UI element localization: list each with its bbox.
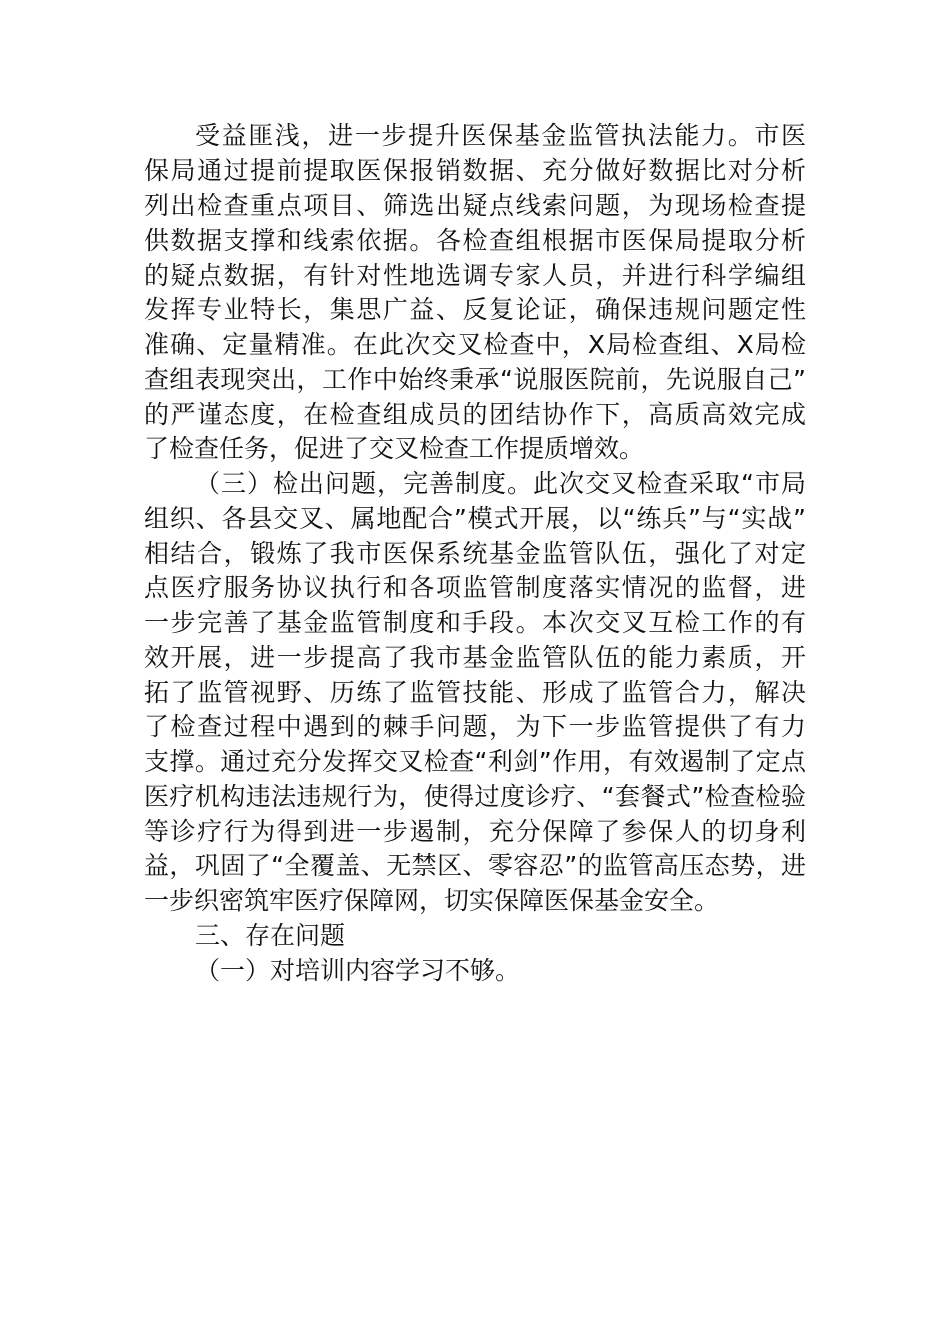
text-line: 支撑。通过充分发挥交叉检查“利剑”作用，有效遏制了定点 bbox=[144, 747, 806, 776]
section-heading: 三、存在问题 bbox=[195, 921, 346, 950]
text-line: 效开展，进一步提高了我市基金监管队伍的能力素质，开 bbox=[144, 643, 806, 672]
text-line: 组织、各县交叉、属地配合”模式开展，以“练兵”与“实战” bbox=[144, 504, 806, 533]
text-line: 保局通过提前提取医保报销数据、充分做好数据比对分析 bbox=[144, 156, 806, 185]
text-line: 的疑点数据，有针对性地选调专家人员，并进行科学编组 bbox=[144, 261, 806, 290]
text-line: 列出检查重点项目、筛选出疑点线索问题，为现场检查提 bbox=[144, 191, 806, 220]
text-line: 相结合，锻炼了我市医保系统基金监管队伍，强化了对定 bbox=[144, 539, 806, 568]
text-line: 了检查过程中遇到的棘手问题，为下一步监管提供了有力 bbox=[144, 712, 806, 741]
section-heading-paragraph: （三）检出问题，完善制度。此次交叉检查采取“市局 bbox=[195, 469, 806, 498]
text-line: 发挥专业特长，集思广益、反复论证，确保违规问题定性 bbox=[144, 295, 806, 324]
text-line: 受益匪浅，进一步提升医保基金监管执法能力。市医 bbox=[195, 121, 806, 150]
text-line: 益，巩固了“全覆盖、无禁区、零容忍”的监管高压态势，进 bbox=[144, 851, 806, 880]
text-line: 一步完善了基金监管制度和手段。本次交叉互检工作的有 bbox=[144, 608, 806, 637]
text-line: 准确、定量精准。在此次交叉检查中，X局检查组、X局检 bbox=[144, 330, 806, 359]
text-line: 医疗机构违法违规行为，使得过度诊疗、“套餐式”检查检验 bbox=[144, 782, 806, 811]
text-line: 一步织密筑牢医疗保障网，切实保障医保基金安全。 bbox=[144, 886, 720, 915]
text-line: 的严谨态度，在检查组成员的团结协作下，高质高效完成 bbox=[144, 400, 806, 429]
text-line: 了检查任务，促进了交叉检查工作提质增效。 bbox=[144, 434, 645, 463]
text-line: 查组表现突出，工作中始终秉承“说服医院前，先说服自己” bbox=[144, 365, 806, 394]
text-line: 拓了监管视野、历练了监管技能、形成了监管合力，解决 bbox=[144, 678, 806, 707]
subsection-heading: （一）对培训内容学习不够。 bbox=[195, 956, 521, 985]
text-line: 点医疗服务协议执行和各项监管制度落实情况的监督，进 bbox=[144, 573, 806, 602]
text-line: 供数据支撑和线索依据。各检查组根据市医保局提取分析 bbox=[144, 226, 806, 255]
text-line: 等诊疗行为得到进一步遏制，充分保障了参保人的切身利 bbox=[144, 817, 806, 846]
